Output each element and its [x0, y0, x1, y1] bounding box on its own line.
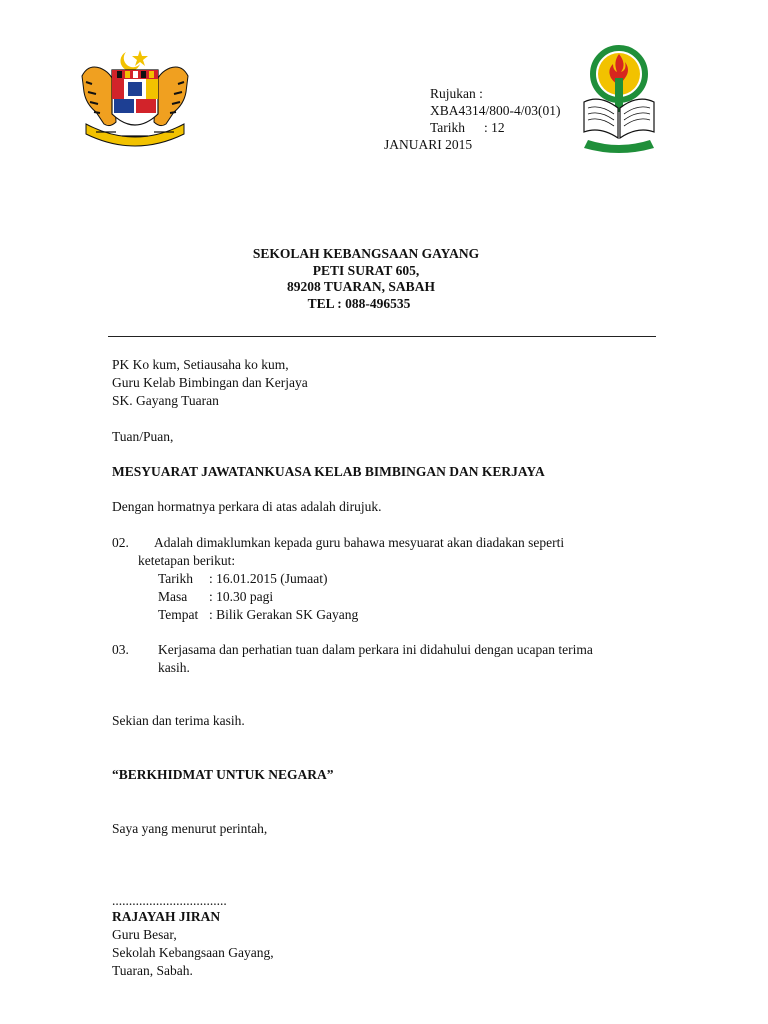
- paragraph-3-line-1: Kerjasama dan perhatian tuan dalam perkara ini didahului dengan ucapan terima: [158, 642, 593, 657]
- coat-of-arms-logo: [76, 46, 194, 154]
- detail-date-value: : 16.01.2015 (Jumaat): [209, 571, 328, 586]
- signatory-org: Sekolah Kebangsaan Gayang,: [112, 945, 274, 960]
- subject-heading: MESYUARAT JAWATANKUASA KELAB BIMBINGAN DAN KERJAYA: [112, 464, 545, 479]
- school-tel: TEL : 088-496535: [307, 296, 411, 311]
- paragraph-1: Dengan hormatnya perkara di atas adalah dirujuk.: [112, 499, 382, 514]
- recipient-line-2: Guru Kelab Bimbingan dan Kerjaya: [112, 375, 308, 390]
- detail-time-label: Masa: [158, 589, 188, 604]
- detail-place-value: : Bilik Gerakan SK Gayang: [209, 607, 359, 622]
- motto: “BERKHIDMAT UNTUK NEGARA”: [112, 767, 334, 782]
- paragraph-3-number: 03.: [112, 642, 129, 657]
- detail-date-label: Tarikh: [158, 571, 194, 586]
- signature-line: ..................................: [112, 893, 227, 908]
- closing-line: Sekian dan terima kasih.: [112, 713, 245, 728]
- paragraph-2-line-1: Adalah dimaklumkan kepada guru bahawa mesyuarat akan diadakan seperti: [154, 535, 565, 550]
- school-city: 89208 TUARAN, SABAH: [287, 279, 435, 294]
- reference-date-label: Tarikh: [430, 120, 466, 135]
- salutation: Tuan/Puan,: [112, 429, 174, 444]
- reference-date-day: : 12: [484, 120, 505, 135]
- signatory-name: RAJAYAH JIRAN: [112, 909, 221, 924]
- school-po-box: PETI SURAT 605,: [312, 263, 420, 278]
- sign-off: Saya yang menurut perintah,: [112, 821, 268, 836]
- detail-place-label: Tempat: [158, 607, 199, 622]
- signatory-place: Tuaran, Sabah.: [112, 963, 193, 978]
- paragraph-3-line-2: kasih.: [158, 660, 190, 675]
- recipient-line-1: PK Ko kum, Setiausaha ko kum,: [112, 357, 289, 372]
- paragraph-2-line-2: ketetapan berikut:: [138, 553, 236, 568]
- detail-time-value: : 10.30 pagi: [209, 589, 274, 604]
- recipient-line-3: SK. Gayang Tuaran: [112, 393, 219, 408]
- paragraph-2-number: 02.: [112, 535, 129, 550]
- reference-date-month-year: JANUARI 2015: [384, 137, 473, 152]
- header-divider: [108, 336, 656, 337]
- reference-number: XBA4314/800-4/03(01): [430, 103, 561, 118]
- reference-label: Rujukan :: [430, 86, 483, 101]
- school-name: SEKOLAH KEBANGSAAN GAYANG: [252, 246, 480, 261]
- school-logo: [580, 44, 658, 156]
- signatory-title: Guru Besar,: [112, 927, 177, 942]
